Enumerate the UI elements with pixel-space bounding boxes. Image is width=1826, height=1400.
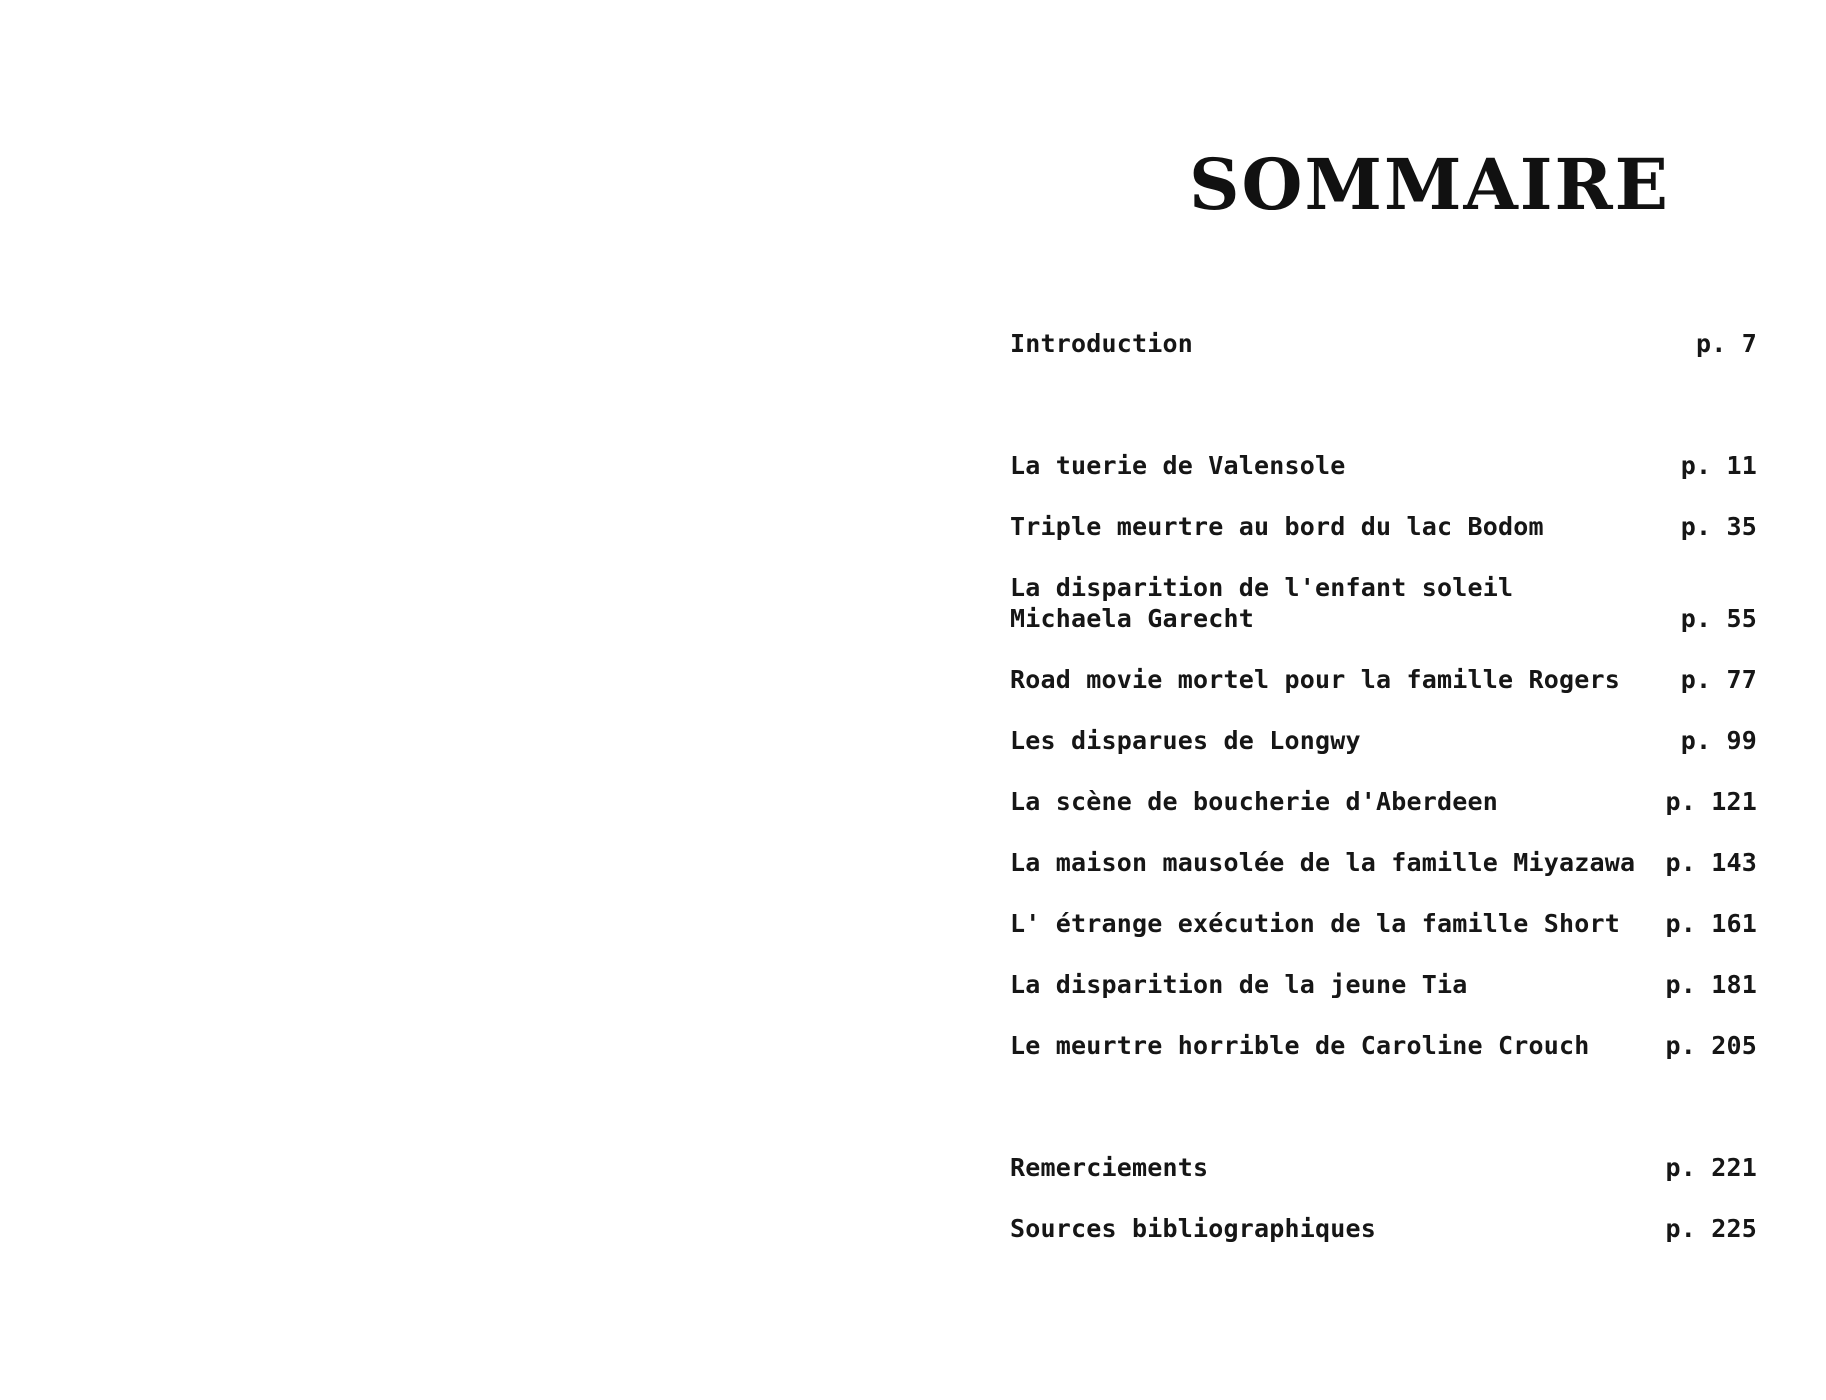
toc-entry [1010, 511, 1757, 542]
toc-entry-page: p. 121 [1665, 787, 1757, 816]
toc-entry [1010, 1152, 1757, 1183]
toc-entry-title: La scène de boucherie d'Aberdeen [1010, 787, 1499, 816]
toc-entry [1010, 908, 1757, 939]
toc-entry-page: p. 11 [1680, 451, 1757, 480]
toc-entry-page: p. 143 [1665, 848, 1757, 877]
table-of-contents [1010, 328, 1757, 1244]
toc-entry-page: p. 205 [1665, 1031, 1757, 1060]
toc-entry [1010, 969, 1757, 1000]
toc-entry-page: p. 99 [1680, 726, 1757, 755]
toc-entry-page: p. 35 [1680, 512, 1757, 541]
toc-entry [1010, 664, 1757, 695]
toc-entry-page: p. 225 [1665, 1214, 1757, 1243]
page-title: SOMMAIRE [1188, 143, 1671, 226]
toc-entry [1010, 1213, 1757, 1244]
toc-entry-page: p. 161 [1665, 909, 1757, 938]
toc-section-chapters [1010, 450, 1757, 1061]
toc-entry [1010, 328, 1757, 359]
toc-entry [1010, 1030, 1757, 1061]
toc-entry-page: p. 77 [1680, 665, 1757, 694]
toc-entry-title: Road movie mortel pour la famille Rogers [1010, 665, 1621, 694]
toc-entry-title: La tuerie de Valensole [1010, 451, 1346, 480]
toc-entry-title: La maison mausolée de la famille Miyazawa [1010, 848, 1636, 877]
toc-entry [1010, 786, 1757, 817]
toc-entry-title: Introduction [1010, 329, 1194, 358]
toc-entry-page: p. 7 [1695, 329, 1757, 358]
toc-entry-title: Le meurtre horrible de Caroline Crouch [1010, 1031, 1590, 1060]
toc-entry-page: p. 55 [1680, 604, 1757, 633]
toc-section-back-matter [1010, 1152, 1757, 1244]
toc-entry [1010, 725, 1757, 756]
toc-entry-title: Triple meurtre au bord du lac Bodom [1010, 512, 1544, 541]
toc-section-intro [1010, 328, 1757, 359]
toc-entry [1010, 572, 1757, 634]
toc-entry-title: La disparition de la jeune Tia [1010, 970, 1468, 999]
toc-entry-title: Remerciements [1010, 1153, 1209, 1182]
toc-entry-title: Sources bibliographiques [1010, 1214, 1377, 1243]
toc-entry [1010, 847, 1757, 878]
toc-entry-page: p. 221 [1665, 1153, 1757, 1182]
toc-entry-page: p. 181 [1665, 970, 1757, 999]
toc-entry [1010, 450, 1757, 481]
right-page [913, 0, 1826, 1400]
toc-entry-title: Les disparues de Longwy [1010, 726, 1361, 755]
toc-entry-title: La disparition de l'enfant soleil Michaela Garecht [1010, 573, 1514, 633]
toc-entry-title: L' étrange exécution de la famille Short [1010, 909, 1621, 938]
